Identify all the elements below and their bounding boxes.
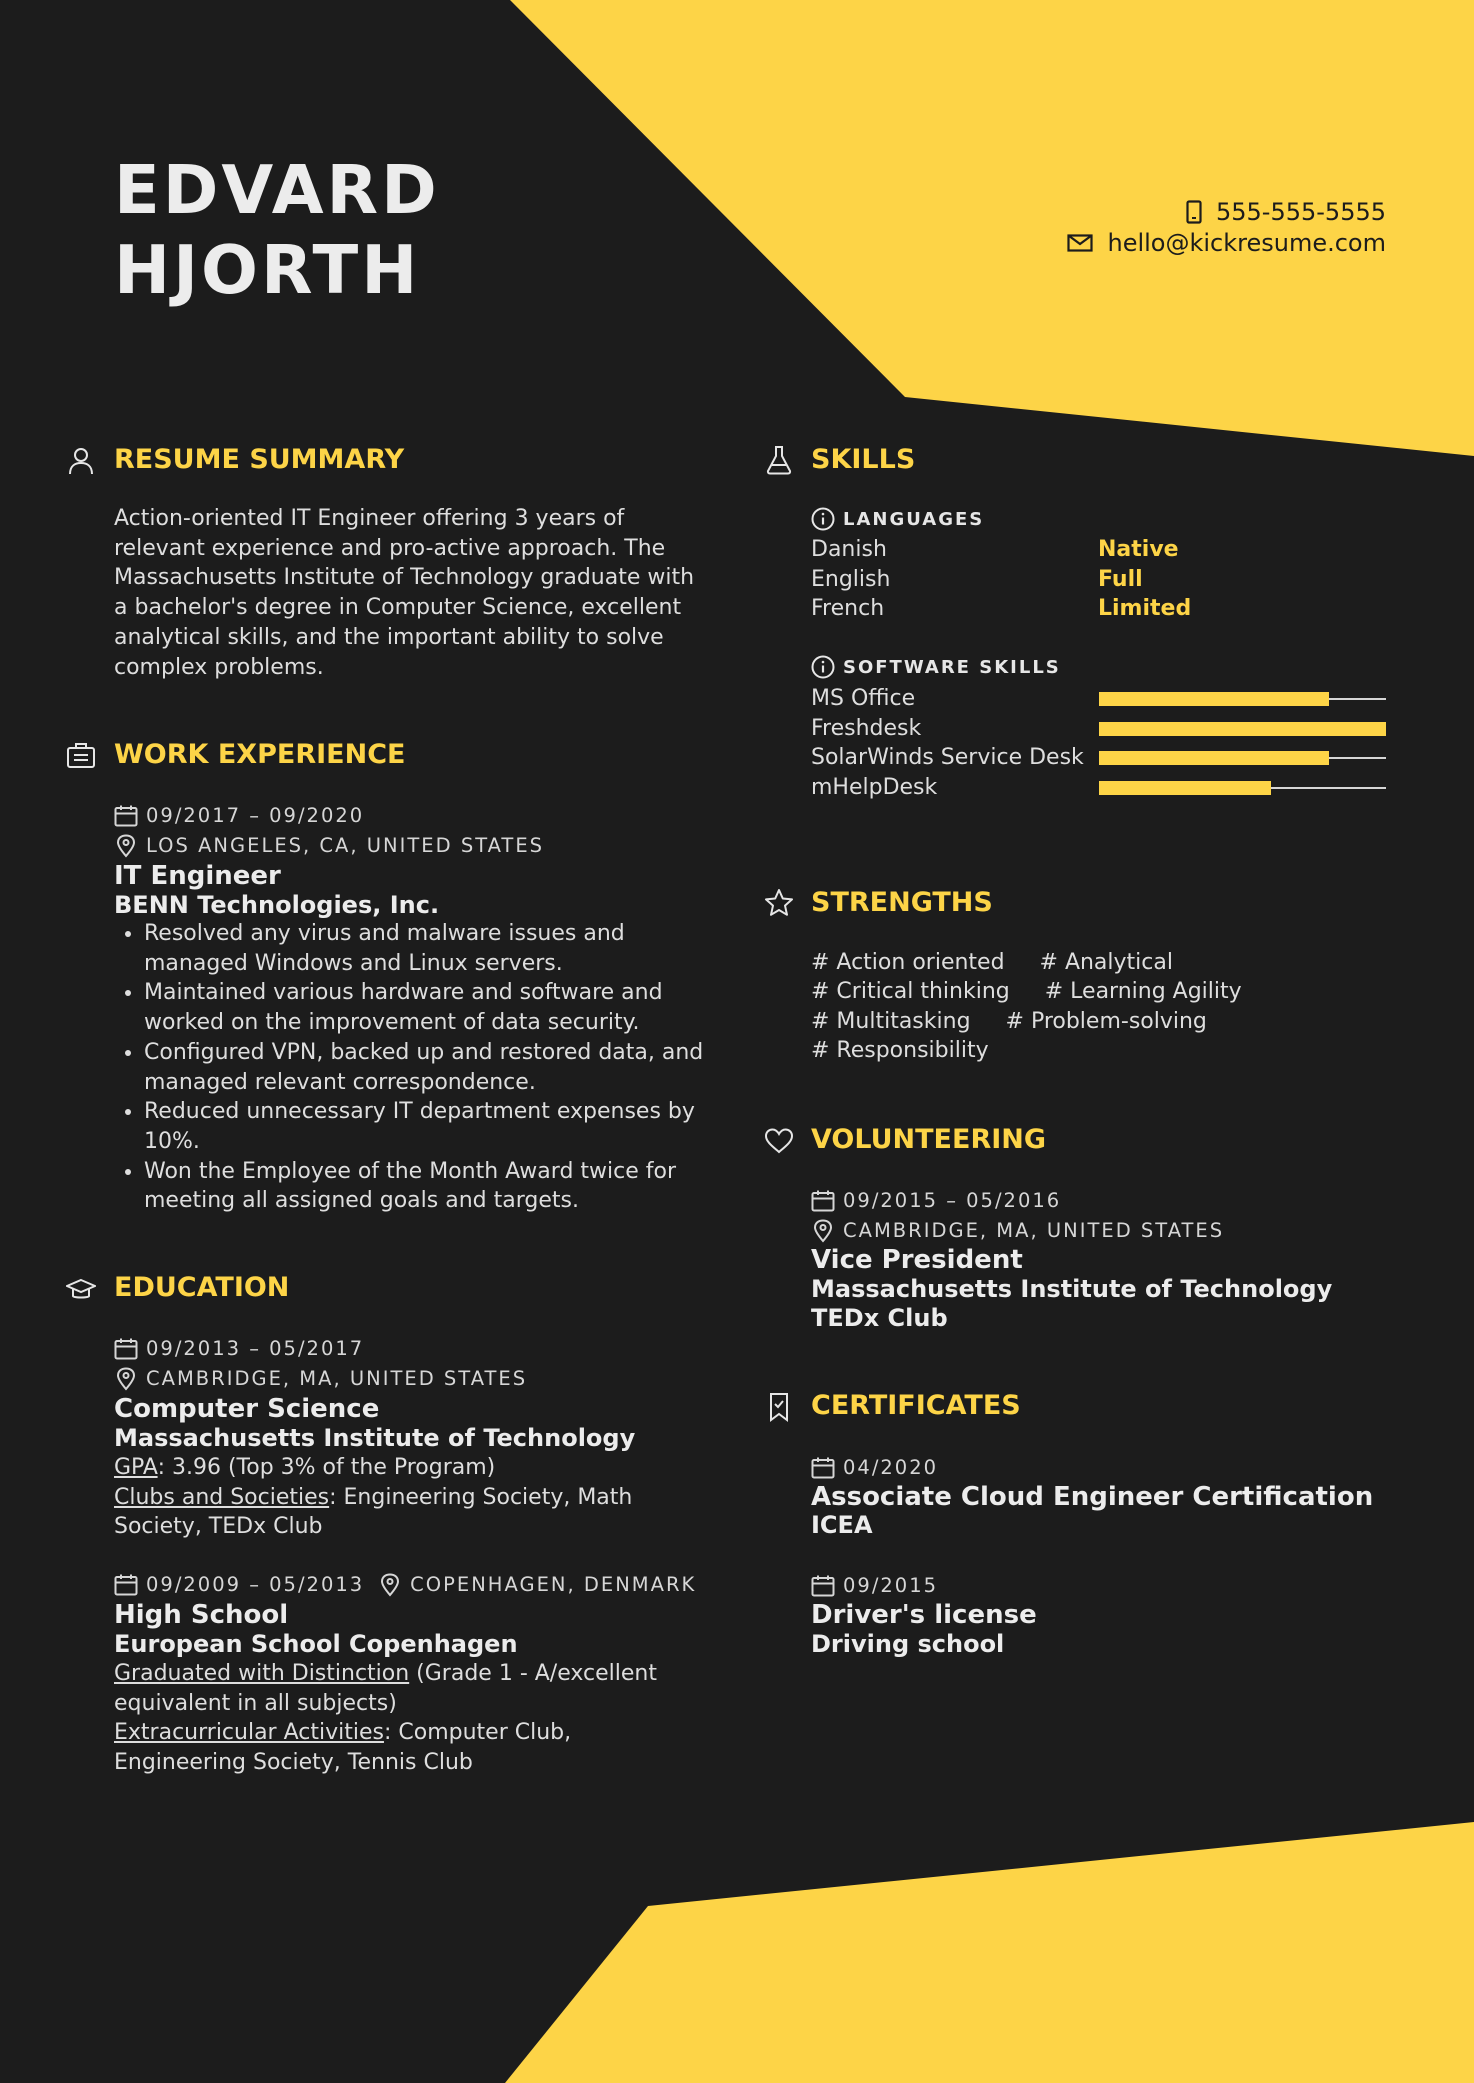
volunteering-dates-text: 09/2015 – 05/2016 [843, 1189, 1062, 1212]
calendar-icon [811, 1457, 835, 1479]
location-pin-icon [114, 834, 138, 858]
education-degree: Computer Science [114, 1394, 380, 1424]
languages-subheading [811, 507, 984, 531]
software-skill-name: Freshdesk [811, 715, 922, 741]
volunteering-org: Massachusetts Institute of Technology TEDx Club [811, 1275, 1333, 1332]
work-bullet: • Resolved any virus and malware issues and managed Windows and Linux servers. [144, 919, 729, 978]
skill-level-bar [1099, 692, 1329, 706]
work-bullet: • Reduced unnecessary IT department expenses by 10%. [144, 1097, 729, 1156]
work-bullet: • Maintained various hardware and software and worked on the improvement of data security. [144, 978, 729, 1037]
star-icon [764, 888, 794, 918]
calendar-icon [811, 1190, 835, 1212]
strength-row [811, 1007, 1207, 1037]
strength-tag: # Action oriented [811, 950, 1005, 975]
info-icon [811, 507, 835, 531]
location-pin-icon [378, 1573, 402, 1597]
bottom-yellow-shape [505, 1822, 1474, 2083]
certificate-issuer: ICEA [811, 1511, 873, 1539]
education-heading: EDUCATION [114, 1272, 290, 1303]
email-address[interactable]: hello@kickresume.com [1107, 229, 1386, 257]
activities-label: Extracurricular Activities [114, 1720, 384, 1746]
work-dates-text: 09/2017 – 09/2020 [146, 804, 365, 827]
certificate-issuer: Driving school [811, 1630, 1005, 1658]
certificate-date-text: 09/2015 [843, 1574, 939, 1597]
location-pin-icon [114, 1367, 138, 1391]
summary-heading: RESUME SUMMARY [114, 444, 405, 475]
work-bullet: • Configured VPN, backed up and restored data, and managed relevant correspondence. [144, 1038, 729, 1097]
volunteering-location-text: CAMBRIDGE, MA, UNITED STATES [843, 1219, 1225, 1242]
certificate-date [811, 1453, 938, 1483]
strength-tag: # Learning Agility [1044, 979, 1242, 1004]
language-level: Native [1098, 537, 1179, 562]
skill-level-bar [1099, 751, 1329, 765]
bookmark-icon [764, 1392, 794, 1422]
strength-row [811, 1036, 989, 1066]
work-company: BENN Technologies, Inc. [114, 891, 440, 919]
software-skill-name: MS Office [811, 686, 916, 711]
work-role: IT Engineer [114, 861, 281, 891]
location-pin-icon [811, 1219, 835, 1243]
phone-number[interactable]: 555-555-5555 [1215, 198, 1386, 226]
strength-tag: # Multitasking [811, 1009, 971, 1034]
person-icon [66, 446, 96, 476]
education-2-distinction-line [114, 1659, 674, 1718]
language-name: French [811, 596, 885, 621]
strength-tag: # Analytical [1039, 950, 1173, 975]
education-2-dates-text: 09/2009 – 05/2013 [146, 1573, 365, 1596]
work-bullet: • Won the Employee of the Month Award twice for meeting all assigned goals and targets. [144, 1157, 729, 1216]
clubs-value: : Engineering Society, Math Society, TEDx Club [114, 1484, 633, 1540]
email-contact[interactable] [1067, 229, 1386, 257]
language-level: Limited [1098, 596, 1192, 621]
briefcase-icon [66, 740, 96, 770]
strength-row [811, 977, 1242, 1007]
education-clubs-line [114, 1483, 674, 1542]
education-school: Massachusetts Institute of Technology [114, 1424, 636, 1452]
education-2-degree: High School [114, 1600, 289, 1630]
education-2-activities-line [114, 1718, 674, 1777]
calendar-icon [114, 805, 138, 827]
envelope-icon [1067, 234, 1093, 252]
top-yellow-shape [510, 0, 1474, 456]
graduation-cap-icon [66, 1274, 96, 1304]
education-2-meta [114, 1570, 696, 1600]
software-subheading-text: SOFTWARE SKILLS [843, 656, 1061, 678]
calendar-icon [114, 1338, 138, 1360]
gpa-label: GPA [114, 1455, 158, 1480]
strength-tag: # Responsibility [811, 1038, 989, 1063]
strength-tag: # Problem-solving [1005, 1009, 1207, 1034]
education-dates [114, 1334, 364, 1364]
language-name: Danish [811, 537, 887, 562]
volunteering-role: Vice President [811, 1245, 1023, 1275]
candidate-name [114, 150, 440, 310]
software-skill-name: SolarWinds Service Desk [811, 745, 1084, 771]
gpa-value: : 3.96 (Top 3% of the Program) [157, 1455, 496, 1480]
activities-value: : Computer Club, Engineering Society, Tennis Club [114, 1720, 572, 1776]
skill-level-bar [1099, 781, 1271, 795]
language-level: Full [1098, 567, 1143, 592]
first-name: EDVARD [114, 151, 440, 229]
calendar-icon [811, 1575, 835, 1597]
education-2-location-text: COPENHAGEN, DENMARK [410, 1573, 697, 1596]
summary-text: Action-oriented IT Engineer offering 3 years of relevant experience and pro-active approach. The Massachusetts Institute of Technology graduate with a bachelor's degree in Computer Science, excellent analytical skills, and the important ability to solve complex problems. [114, 506, 695, 680]
last-name: HJORTH [114, 231, 421, 309]
work-location [114, 831, 544, 861]
education-location [114, 1364, 527, 1394]
languages-subheading-text: LANGUAGES [843, 508, 985, 530]
volunteering-location [811, 1216, 1224, 1246]
info-icon [811, 655, 835, 679]
software-subheading [811, 655, 1061, 679]
language-name: English [811, 567, 891, 592]
flask-icon [764, 445, 794, 475]
strength-tag: # Critical thinking [811, 979, 1010, 1004]
certificate-name: Associate Cloud Engineer Certification [811, 1482, 1374, 1512]
education-details [114, 1453, 674, 1542]
education-dates-text: 09/2013 – 05/2017 [146, 1337, 365, 1360]
work-location-text: LOS ANGELES, CA, UNITED STATES [146, 834, 545, 857]
software-skill-name: mHelpDesk [811, 774, 938, 800]
work-dates [114, 801, 364, 831]
education-gpa-line [114, 1453, 674, 1483]
distinction-value: (Grade 1 - A/excellent equivalent in all subjects) [114, 1661, 657, 1716]
certificate-name: Driver's license [811, 1600, 1037, 1630]
certificates-heading: CERTIFICATES [811, 1390, 1021, 1421]
strength-row [811, 948, 1173, 978]
calendar-icon [114, 1574, 138, 1596]
skills-heading: SKILLS [811, 444, 916, 475]
certificate-date [811, 1571, 938, 1601]
education-2-details [114, 1659, 674, 1778]
volunteering-dates [811, 1186, 1061, 1216]
phone-icon [1186, 200, 1202, 224]
distinction-label: Graduated with Distinction [114, 1661, 410, 1686]
work-heading: WORK EXPERIENCE [114, 739, 406, 770]
skill-level-bar [1099, 722, 1386, 736]
education-location-text: CAMBRIDGE, MA, UNITED STATES [146, 1367, 528, 1390]
work-bullets [114, 919, 729, 1216]
certificate-date-text: 04/2020 [843, 1456, 939, 1479]
strengths-heading: STRENGTHS [811, 887, 993, 918]
phone-contact[interactable] [1186, 198, 1386, 226]
clubs-label: Clubs and Societies [114, 1484, 330, 1510]
heart-icon [764, 1126, 794, 1156]
volunteering-heading: VOLUNTEERING [811, 1124, 1047, 1155]
education-2-school: European School Copenhagen [114, 1630, 518, 1658]
